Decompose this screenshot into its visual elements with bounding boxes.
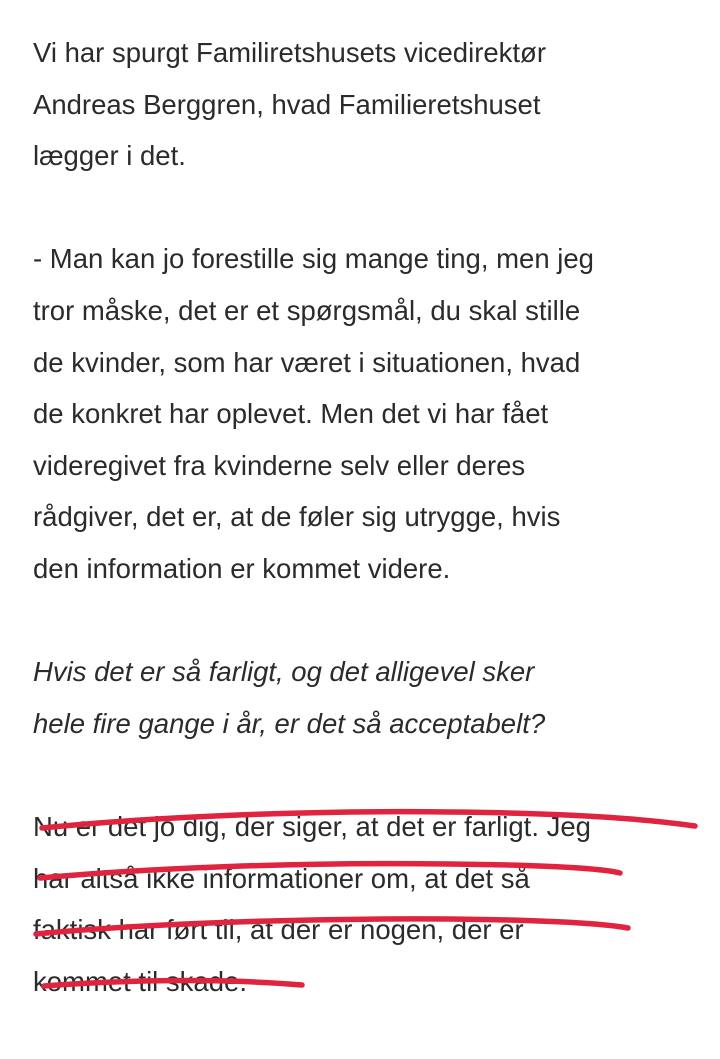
text-line: de konkret har oplevet. Men det vi har fået <box>33 398 549 430</box>
paragraph-answer <box>33 801 703 1007</box>
text-line: Andreas Berggren, hvad Familieretshuset <box>33 88 541 120</box>
text-line: den information er kommet videre. <box>33 552 451 584</box>
text-line: kommet til skade. <box>33 965 247 997</box>
text-line: faktisk har ført til, at der er nogen, der er <box>33 914 524 946</box>
text-line: Hvis det er så farligt, og det alligevel sker <box>33 656 535 688</box>
paragraph-quote <box>33 233 703 594</box>
paragraph-intro <box>33 27 703 182</box>
text-line: rådgiver, det er, at de føler sig utrygge, hvis <box>33 501 561 533</box>
text-line: videregivet fra kvinderne selv eller deres <box>33 449 526 481</box>
text-line: tror måske, det er et spørgsmål, du skal stille <box>33 294 581 326</box>
article-body <box>33 27 703 1059</box>
paragraph-question <box>33 646 703 749</box>
text-line: de kvinder, som har været i situationen, hvad <box>33 346 581 378</box>
text-line: lægger i det. <box>33 140 186 172</box>
text-line: Vi har spurgt Familiretshusets vicedirektør <box>33 37 546 68</box>
text-line: - Man kan jo forestille sig mange ting, men jeg <box>33 243 594 275</box>
text-line: har altså ikke informationer om, at det så <box>33 862 530 894</box>
text-line: hele fire gange i år, er det så acceptabelt? <box>33 707 546 739</box>
text-line: Nu er det jo dig, der siger, at det er farligt. Jeg <box>33 810 591 842</box>
